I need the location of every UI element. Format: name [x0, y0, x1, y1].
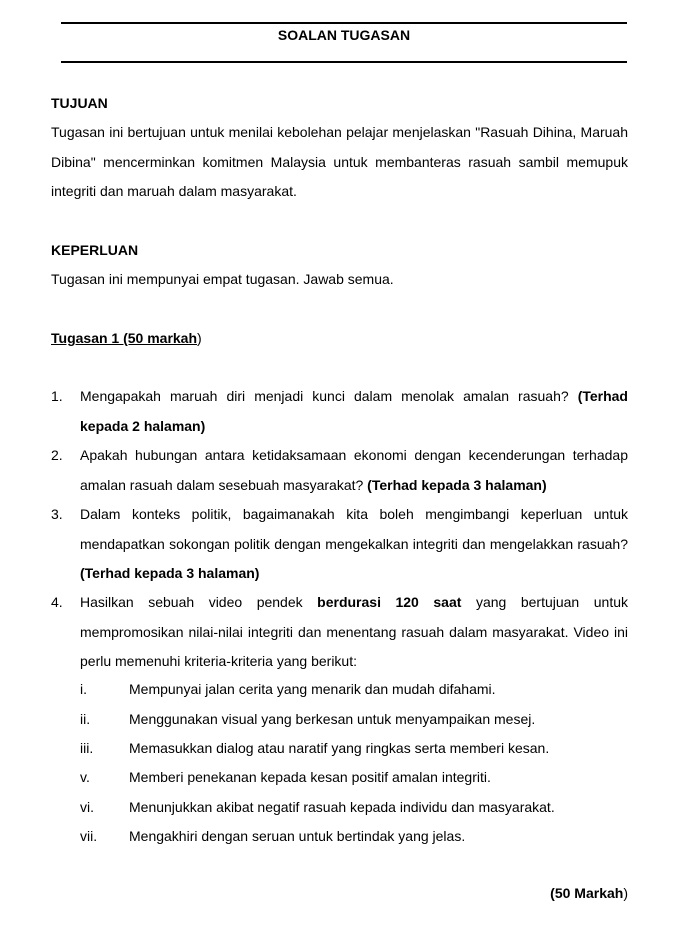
criteria-item: Menggunakan visual yang berkesan untuk menyampaikan mesej.	[129, 711, 536, 727]
criteria-number: i.	[80, 681, 87, 697]
criteria-item: Menunjukkan akibat negatif rasuah kepada individu dan masyarakat.	[129, 799, 555, 815]
title-bottom-rule	[61, 61, 627, 63]
top-rule	[61, 22, 627, 24]
keperluan-paragraph: Tugasan ini mempunyai empat tugasan. Jawab semua.	[51, 271, 394, 287]
criteria-number: vi.	[80, 799, 94, 815]
question-number: 3.	[51, 506, 63, 522]
tujuan-paragraph: Tugasan ini bertujuan untuk menilai kebolehan pelajar menjelaskan "Rasuah Dihina, Maruah Dibina" mencerminkan komitmen Malaysia untuk membanteras rasuah sambil memupuk integriti dan maruah dalam masyarakat.	[51, 124, 628, 199]
question-number: 1.	[51, 388, 63, 404]
page-title: SOALAN TUGASAN	[277, 27, 411, 43]
criteria-item: Memasukkan dialog atau naratif yang ringkas serta memberi kesan.	[129, 740, 550, 756]
question-number: 4.	[51, 594, 63, 610]
question-limit: (Terhad kepada 3 halaman)	[367, 476, 547, 493]
criteria-item: Mempunyai jalan cerita yang menarik dan mudah difahami.	[129, 681, 496, 697]
question-limit: (Terhad kepada 2 halaman)	[80, 388, 628, 434]
criteria-number: ii.	[80, 711, 91, 727]
total-marks-label: (50 Markah	[550, 885, 624, 901]
question-text	[80, 500, 628, 589]
question-body-pre: Hasilkan sebuah video pendek	[80, 594, 318, 610]
question-text	[80, 382, 628, 441]
question-body: Dalam konteks politik, bagaimanakah kita boleh mengimbangi keperluan untuk mendapatkan sokongan politik dengan mengekalkan integriti dan mengelakkan rasuah?	[80, 506, 628, 552]
question-number: 2.	[51, 447, 63, 463]
question-body: Apakah hubungan antara ketidaksamaan ekonomi dengan kecenderungan terhadap amalan rasuah dalam sesebuah masyarakat?	[80, 447, 628, 493]
tujuan-heading: TUJUAN	[51, 95, 108, 111]
question-body: Mengapakah maruah diri menjadi kunci dalam menolak amalan rasuah?	[80, 388, 578, 404]
total-marks	[550, 885, 628, 901]
keperluan-heading: KEPERLUAN	[51, 242, 139, 258]
criteria-number: v.	[80, 769, 90, 785]
criteria-item: Mengakhiri dengan seruan untuk bertindak yang jelas.	[129, 828, 466, 844]
criteria-number: iii.	[80, 740, 94, 756]
criteria-number: vii.	[80, 828, 98, 844]
question-body-post: yang bertujuan untuk mempromosikan nilai-nilai integriti dan menentang rasuah dalam masyarakat. Video ini perlu memenuhi kriteria-kriteria yang berikut:	[80, 594, 628, 669]
criteria-item: Memberi penekanan kepada kesan positif amalan integriti.	[129, 769, 491, 785]
question-text	[80, 588, 628, 677]
task-heading-label: Tugasan 1 (50 markah	[51, 330, 198, 346]
question-limit: (Terhad kepada 3 halaman)	[80, 565, 260, 581]
total-marks-close: )	[623, 885, 628, 901]
question-text	[80, 441, 628, 500]
question-duration: berdurasi 120 saat	[317, 594, 462, 610]
task-heading	[51, 330, 202, 346]
task-heading-close: )	[197, 330, 202, 346]
